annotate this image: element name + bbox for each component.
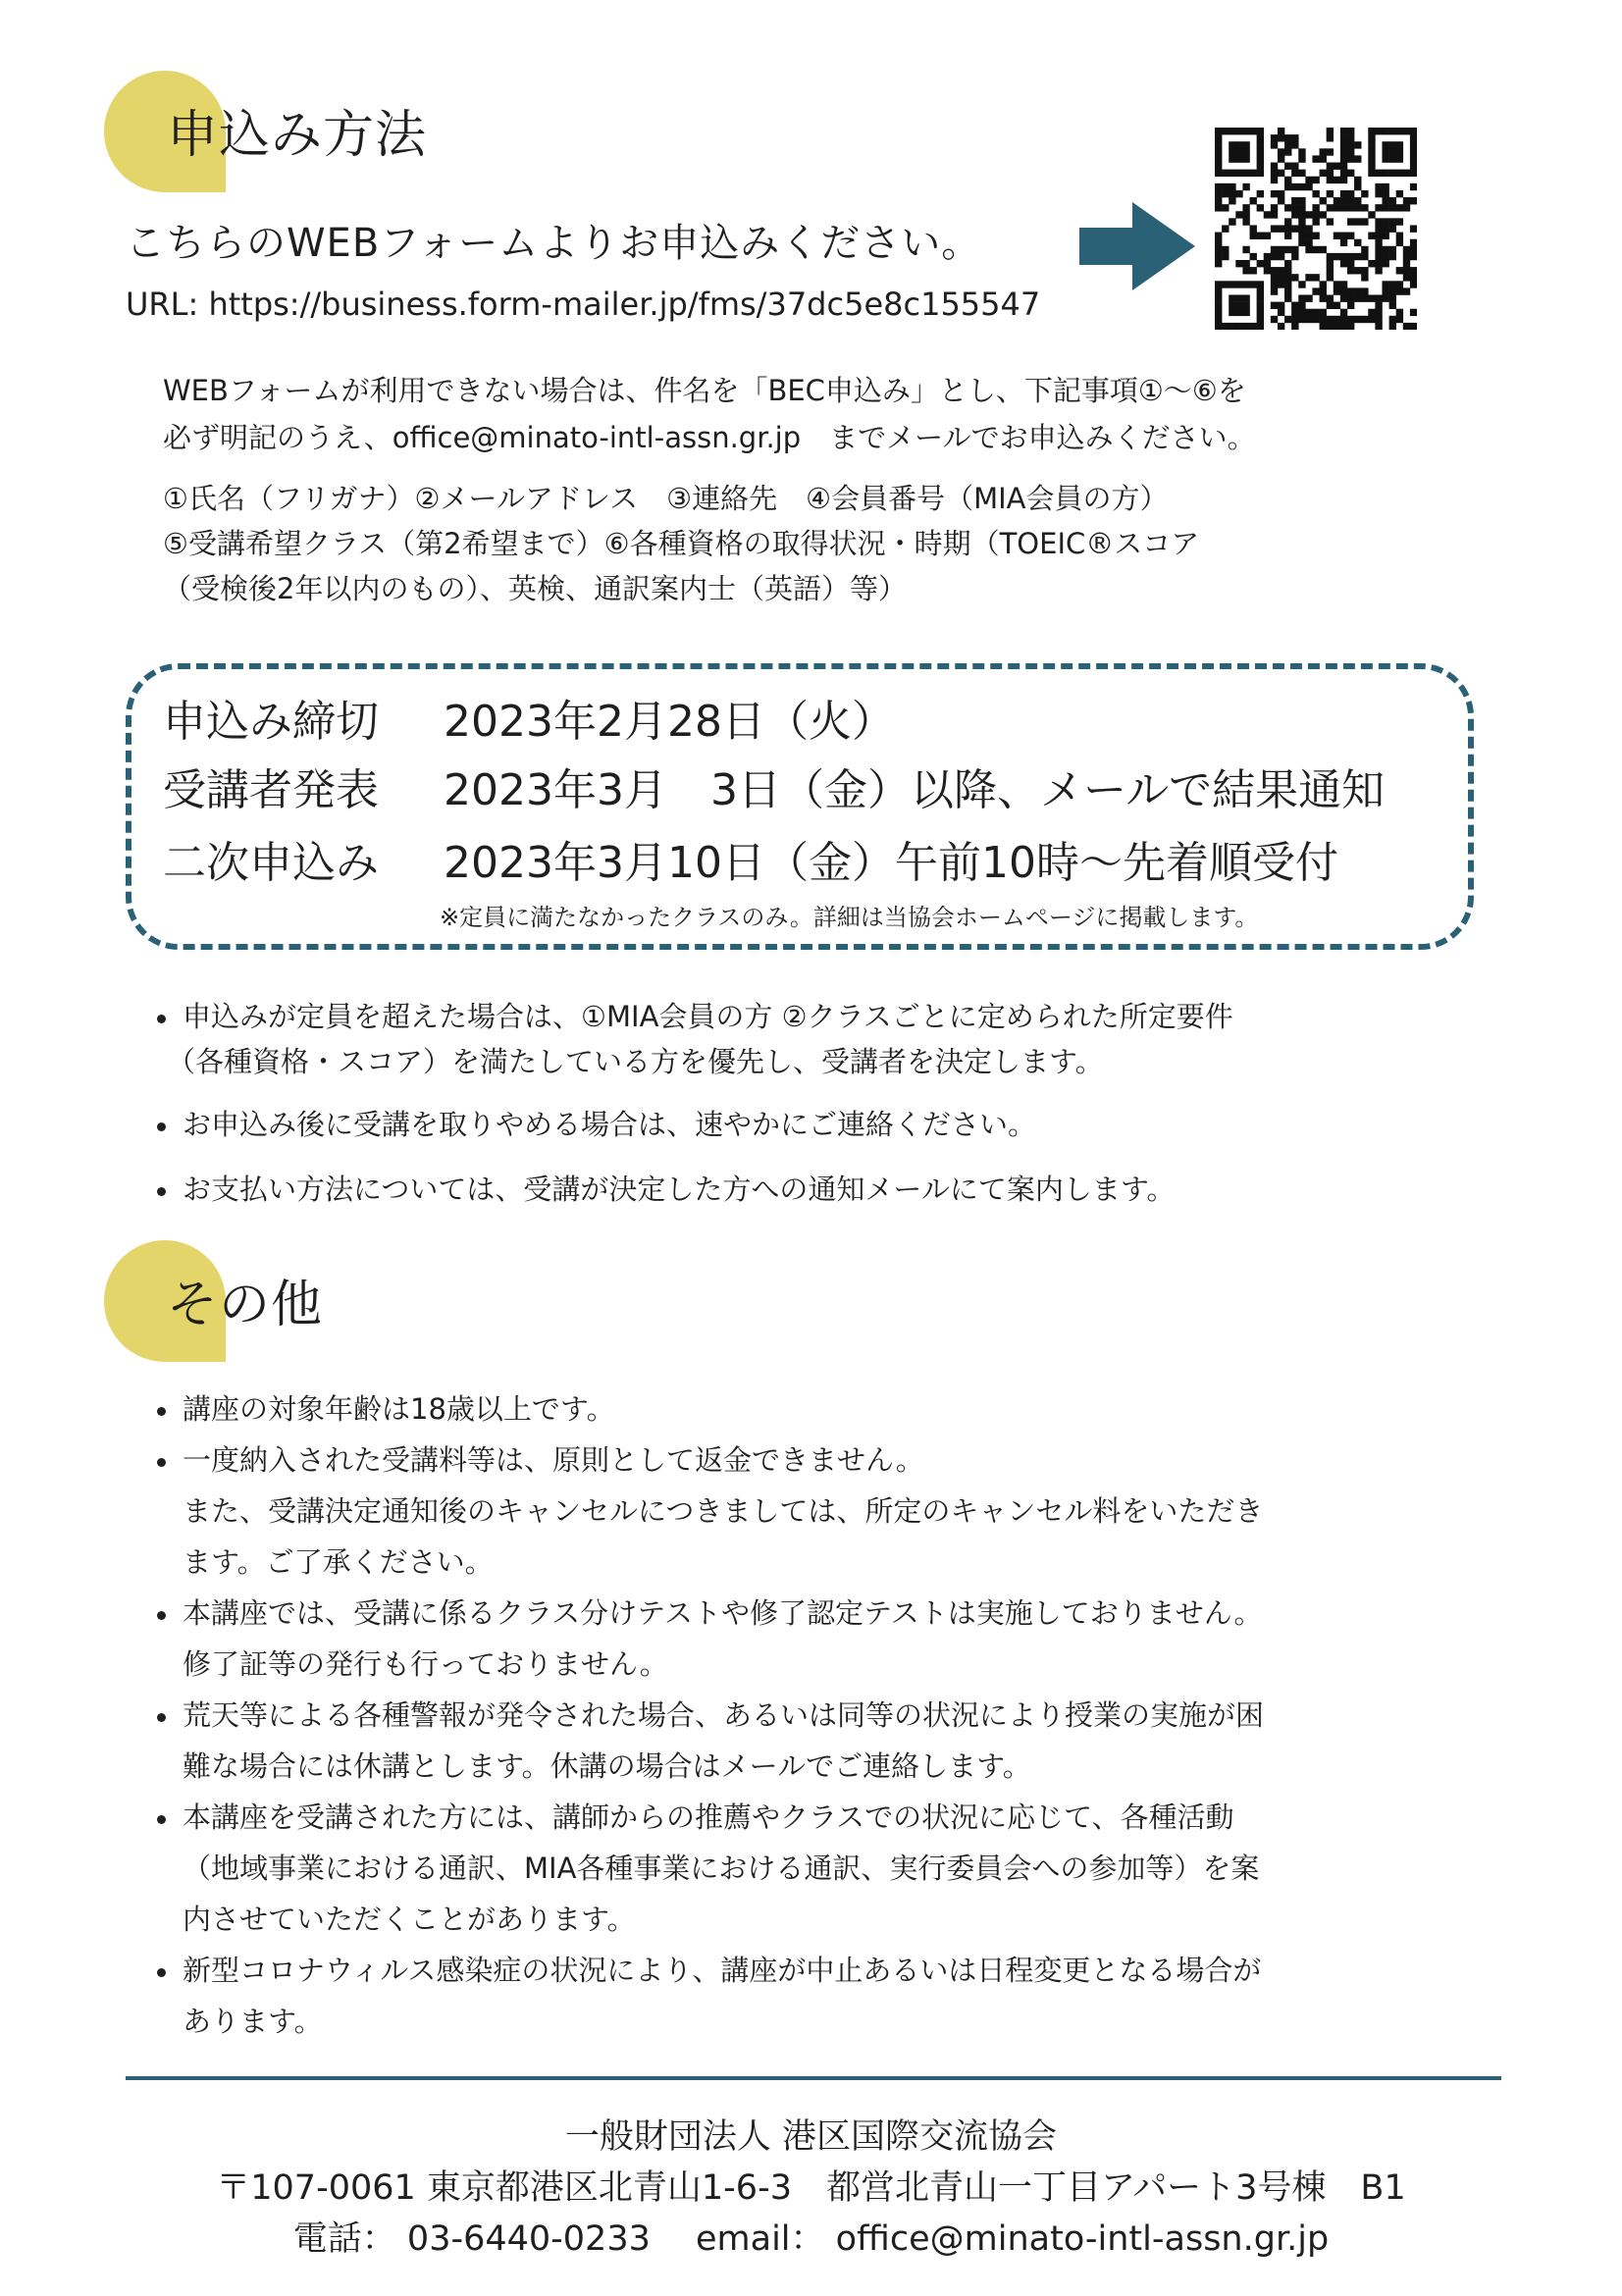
list-item: お申込み後に受講を取りやめる場合は、速やかにご連絡ください。 bbox=[183, 1099, 1036, 1150]
list-item-continuation: 修了証等の発行も行っておりません。 bbox=[183, 1647, 668, 1681]
deadline-note: ※定員に満たなかったクラスのみ。詳細は当協会ホームページに掲載します。 bbox=[440, 904, 1259, 931]
section-title-other: その他 bbox=[167, 1276, 324, 1334]
arrow-right-icon bbox=[1079, 202, 1197, 290]
list-item: お支払い方法については、受講が決定した方への通知メールにて案内します。 bbox=[183, 1164, 1176, 1215]
list-item: 本講座では、受講に係るクラス分けテストや修了認定テストは実施しておりません。 bbox=[183, 1588, 1263, 1639]
intro-text: こちらのWEBフォームよりお申込みください。 bbox=[126, 221, 982, 266]
list-item-continuation: ます。ご了承ください。 bbox=[183, 1545, 494, 1579]
list-item-continuation: （各種資格・スコア）を満たしている方を優先し、受講者を決定します。 bbox=[167, 1045, 1104, 1078]
items-line-3: （受検後2年以内のもの）、英検、通訳案内士（英語）等） bbox=[163, 572, 907, 605]
footer-address: 〒107-0061 東京都港区北青山1-6-3 都営北青山一丁目アパート3号棟 B1 bbox=[216, 2168, 1406, 2208]
email-alt-line-1: WEBフォームが利用できない場合は、件名を「BEC申込み」とし、下記事項①～⑥を bbox=[163, 374, 1246, 407]
form-url[interactable]: URL: https://business.form-mailer.jp/fms/37dc5e8c155547 bbox=[126, 286, 1041, 323]
list-item: 新型コロナウィルス感染症の状況により、講座が中止あるいは日程変更となる場合が bbox=[183, 1945, 1261, 1996]
qr-code[interactable] bbox=[1215, 128, 1417, 330]
list-item: 申込みが定員を超えた場合は、①MIA会員の方 ②クラスごとに定められた所定要件 bbox=[183, 991, 1233, 1042]
list-item: 荒天等による各種警報が発令された場合、あるいは同等の状況により授業の実施が困 bbox=[183, 1690, 1264, 1741]
deadline-label: 申込み締切 bbox=[163, 697, 379, 747]
footer-org-name: 一般財団法人 港区国際交流協会 bbox=[564, 2117, 1058, 2157]
list-item: 本講座を受講された方には、講師からの推薦やクラスでの状況に応じて、各種活動 bbox=[183, 1792, 1234, 1843]
second-round-label: 二次申込み bbox=[163, 838, 379, 888]
deadline-value: 2023年2月28日（火） bbox=[444, 697, 895, 747]
list-item: 講座の対象年齢は18歳以上です。 bbox=[183, 1383, 615, 1435]
announcement-value: 2023年3月 3日（金）以降、メールで結果通知 bbox=[444, 765, 1386, 815]
items-line-1: ①氏名（フリガナ）②メールアドレス ③連絡先 ④会員番号（MIA会員の方） bbox=[163, 482, 1169, 515]
announcement-label: 受講者発表 bbox=[163, 765, 379, 815]
footer-contact: 電話： 03-6440-0233 email： office@minato-intl-assn.gr.jp bbox=[292, 2219, 1330, 2259]
section-title-application: 申込み方法 bbox=[167, 106, 428, 165]
list-item-continuation: 難な場合には休講とします。休講の場合はメールでご連絡します。 bbox=[183, 1749, 1031, 1783]
list-item-continuation: あります。 bbox=[183, 2005, 323, 2038]
second-round-value: 2023年3月10日（金）午前10時～先着順受付 bbox=[444, 838, 1338, 888]
list-item-continuation: 内させていただくことがあります。 bbox=[183, 1903, 636, 1936]
footer-divider bbox=[126, 2076, 1501, 2080]
email-alt-line-2: 必ず明記のうえ、office@minato-intl-assn.gr.jp までメールでお申込みください。 bbox=[163, 421, 1256, 454]
list-item: 一度納入された受講料等は、原則として返金できません。 bbox=[183, 1435, 924, 1486]
list-item-continuation: また、受講決定通知後のキャンセルにつきましては、所定のキャンセル料をいただき bbox=[183, 1494, 1264, 1528]
list-item-continuation: （地域事業における通訳、MIA各種事業における通訳、実行委員会への参加等）を案 bbox=[183, 1852, 1260, 1885]
items-line-2: ⑤受講希望クラス（第2希望まで）⑥各種資格の取得状況・時期（TOEIC®スコア bbox=[163, 527, 1200, 560]
